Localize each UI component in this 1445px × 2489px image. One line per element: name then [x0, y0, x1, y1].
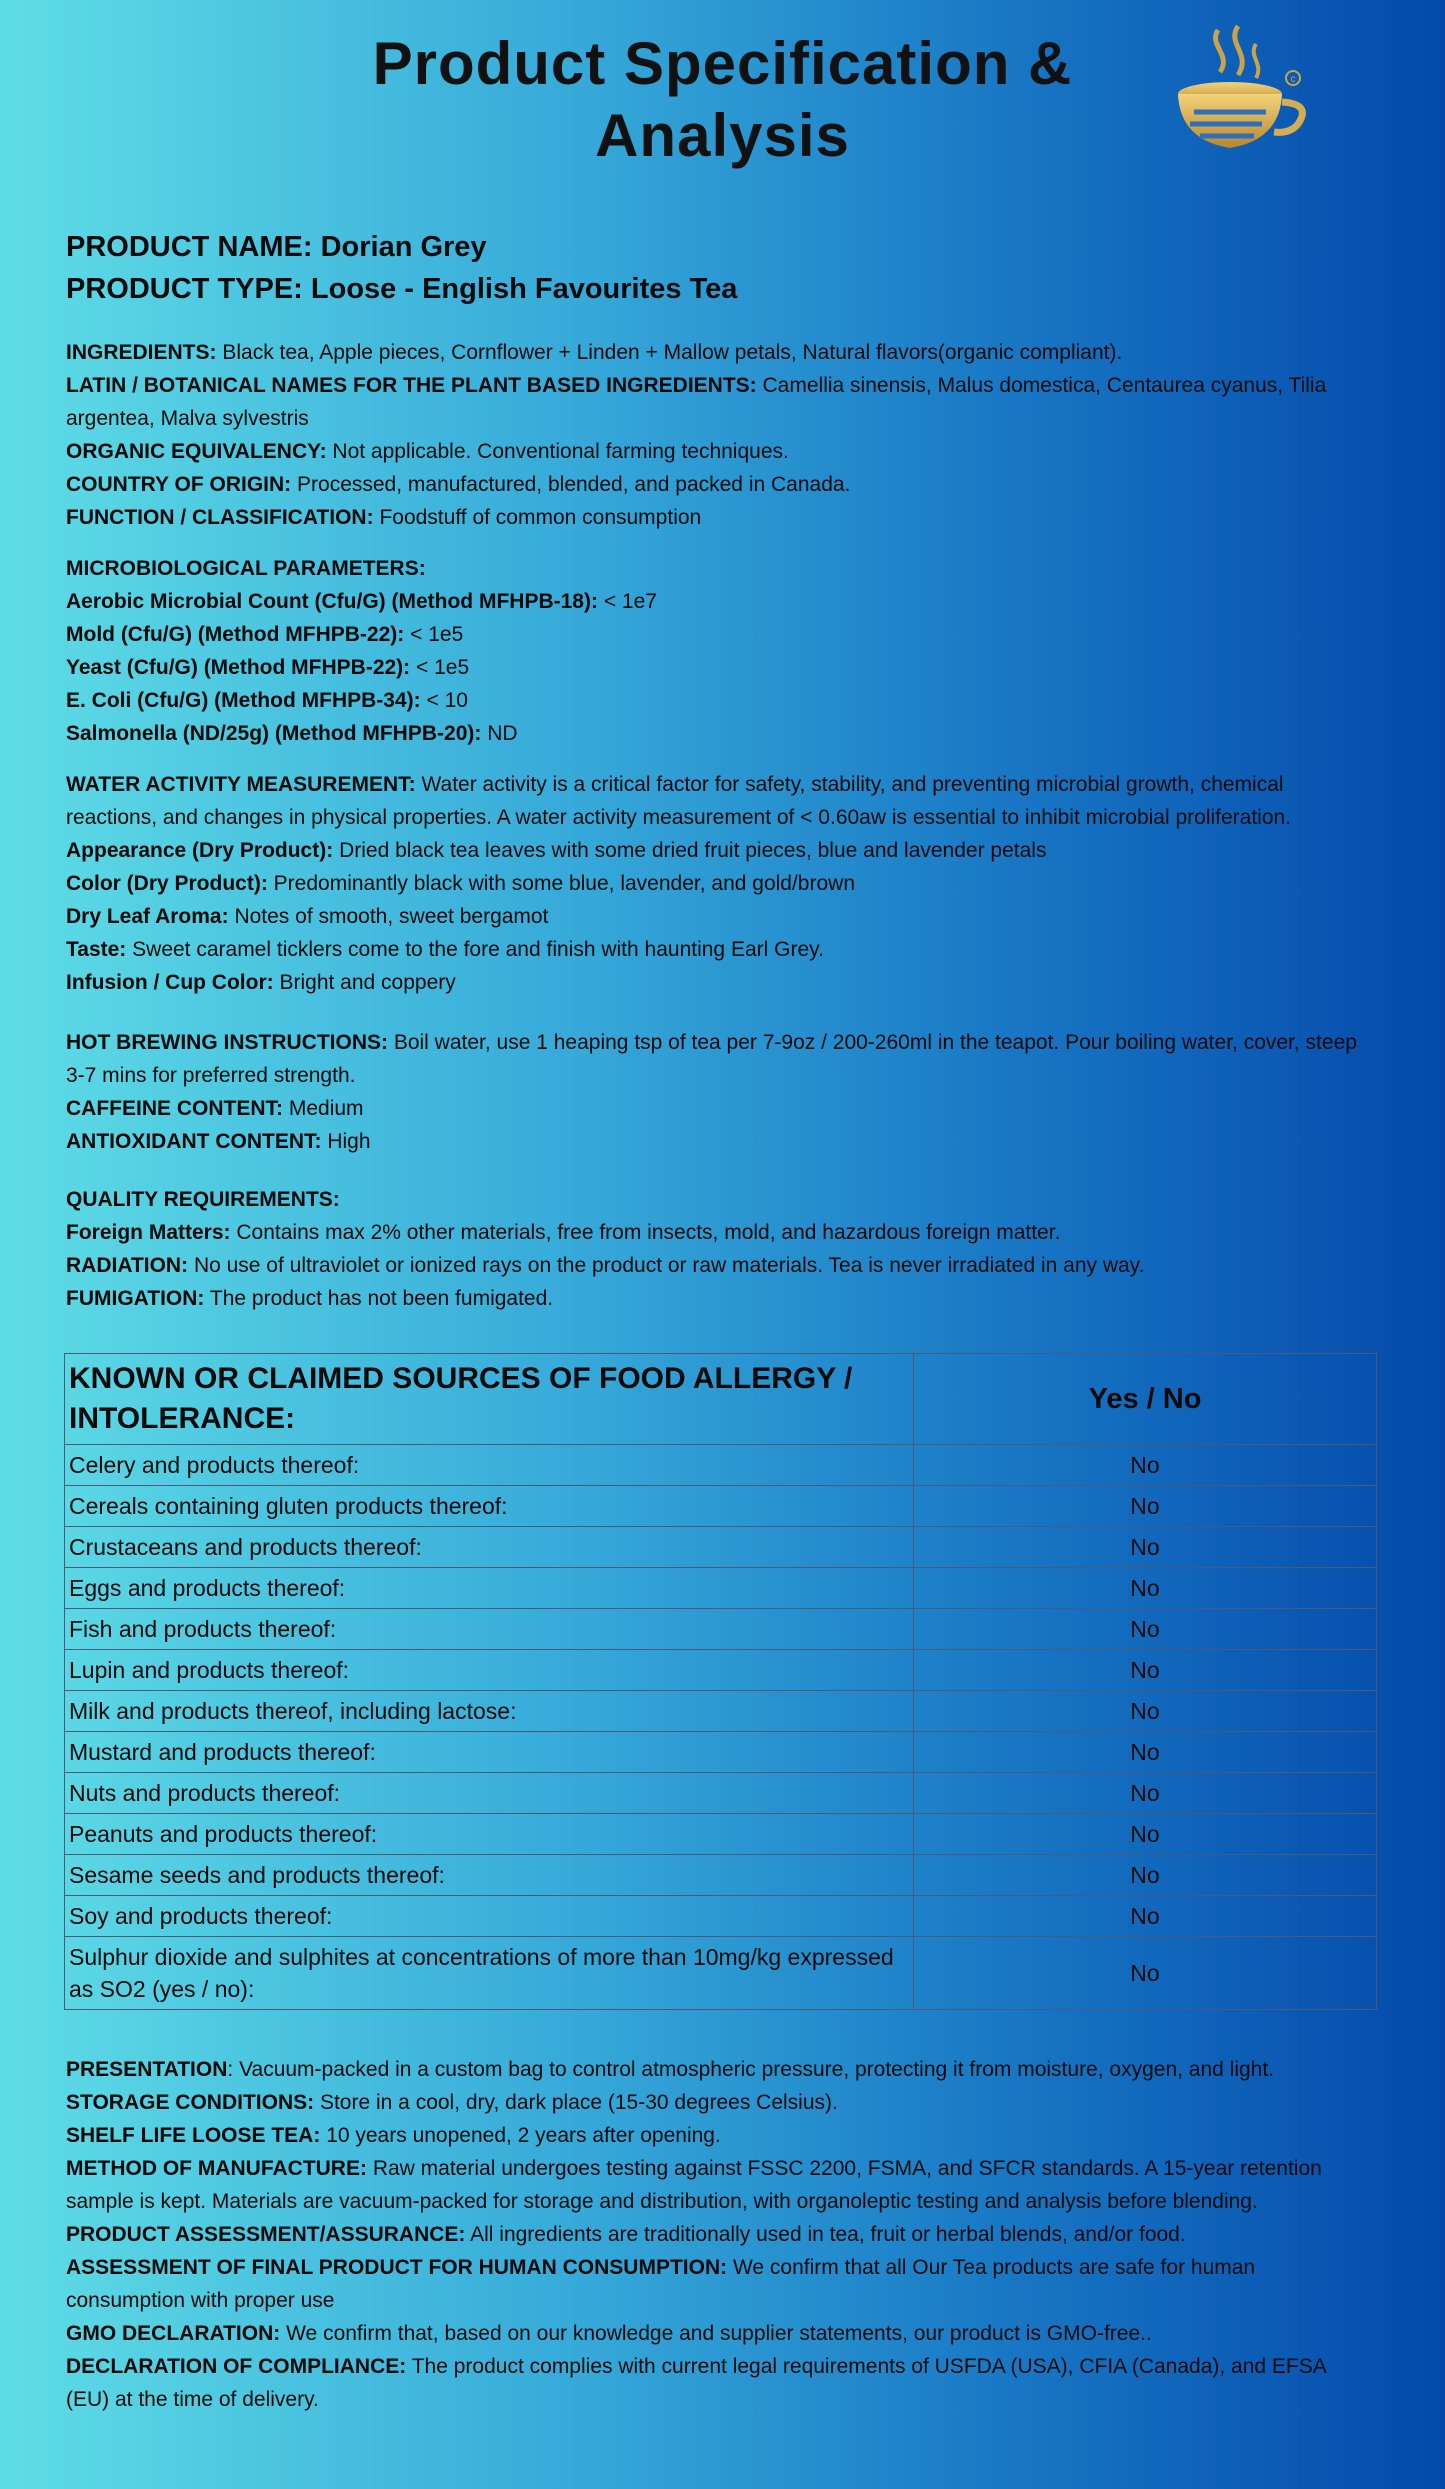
allergen-value: No	[914, 1691, 1377, 1732]
allergen-value: No	[914, 1650, 1377, 1691]
brewing-section	[66, 1026, 1366, 1158]
table-row	[65, 1568, 1377, 1609]
info-label: INGREDIENTS:	[66, 341, 217, 364]
info-text: Notes of smooth, sweet bergamot	[234, 905, 549, 928]
info-text: Foodstuff of common consumption	[379, 506, 702, 529]
info-label: Dry Leaf Aroma:	[66, 905, 229, 928]
info-line	[66, 1092, 1366, 1125]
allergen-name: Nuts and products thereof:	[65, 1773, 914, 1814]
allergen-value: No	[914, 1773, 1377, 1814]
info-label: FUNCTION / CLASSIFICATION:	[66, 506, 374, 529]
product-type-value: Loose - English Favourites Tea	[310, 273, 738, 305]
info-label: STORAGE CONDITIONS:	[66, 2091, 315, 2114]
allergen-value: No	[914, 1609, 1377, 1650]
info-line	[66, 1282, 1366, 1315]
micro-line	[66, 618, 1366, 651]
quality-section	[66, 1183, 1366, 1315]
allergen-name: Fish and products thereof:	[65, 1609, 914, 1650]
micro-line	[66, 684, 1366, 717]
allergen-name: Milk and products thereof, including lactose:	[65, 1691, 914, 1732]
allergy-header-label: KNOWN OR CLAIMED SOURCES OF FOOD ALLERGY / INTOLERANCE:	[65, 1354, 914, 1445]
micro-label: E. Coli (Cfu/G) (Method MFHPB-34):	[66, 689, 421, 712]
table-row	[65, 1609, 1377, 1650]
info-label: PRODUCT ASSESSMENT/ASSURANCE:	[66, 2223, 466, 2246]
info-text: Predominantly black with some blue, lavender, and gold/brown	[273, 872, 856, 895]
allergy-header-yesno: Yes / No	[914, 1354, 1377, 1445]
info-line	[66, 867, 1366, 900]
info-text: Processed, manufactured, blended, and packed in Canada.	[297, 473, 851, 496]
allergen-value: No	[914, 1937, 1377, 2010]
info-label: Color (Dry Product):	[66, 872, 268, 895]
info-text: Sweet caramel ticklers come to the fore and finish with haunting Earl Grey.	[132, 938, 824, 961]
info-text: Water activity is a critical factor for safety, stability, and preventing microbial growth, chemical reactions, and changes in physical properties. A water activity measurement of < 0.60aw is essential to inhibit microbial proliferation.	[66, 773, 1292, 829]
allergen-name: Soy and products thereof:	[65, 1896, 914, 1937]
info-text: We confirm that, based on our knowledge and supplier statements, our product is GMO-free..	[286, 2322, 1152, 2345]
info-label: HOT BREWING INSTRUCTIONS:	[66, 1031, 388, 1054]
info-line	[66, 2251, 1366, 2317]
micro-line	[66, 651, 1366, 684]
info-label: COUNTRY OF ORIGIN:	[66, 473, 292, 496]
info-line	[66, 1026, 1366, 1092]
allergen-name: Mustard and products thereof:	[65, 1732, 914, 1773]
info-text: Bright and coppery	[279, 971, 456, 994]
info-label: WATER ACTIVITY MEASUREMENT:	[66, 773, 416, 796]
teacup-logo-icon	[1150, 20, 1330, 185]
declarations-section	[66, 2053, 1366, 2416]
micro-line	[66, 585, 1366, 618]
info-text: We confirm that all Our Tea products are safe for human consumption with proper use	[66, 2256, 1256, 2312]
info-text: The product complies with current legal requirements of USFDA (USA), CFIA (Canada), and EFSA (EU) at the time of delivery.	[66, 2355, 1326, 2411]
product-heading	[66, 226, 737, 310]
product-type-row	[66, 268, 737, 310]
allergen-value: No	[914, 1486, 1377, 1527]
table-row	[65, 1445, 1377, 1486]
allergen-name: Peanuts and products thereof:	[65, 1814, 914, 1855]
quality-heading: QUALITY REQUIREMENTS:	[66, 1188, 340, 1211]
table-row	[65, 1650, 1377, 1691]
info-label: ASSESSMENT OF FINAL PRODUCT FOR HUMAN CONSUMPTION:	[66, 2256, 728, 2279]
allergen-value: No	[914, 1855, 1377, 1896]
info-label: SHELF LIFE LOOSE TEA:	[66, 2124, 321, 2147]
table-row	[65, 1896, 1377, 1937]
info-label: Taste:	[66, 938, 127, 961]
info-line	[66, 966, 1366, 999]
allergen-value: No	[914, 1568, 1377, 1609]
info-label: Appearance (Dry Product):	[66, 839, 334, 862]
product-type-label: PRODUCT TYPE:	[66, 273, 303, 305]
info-line	[66, 834, 1366, 867]
info-text: Store in a cool, dry, dark place (15-30 degrees Celsius).	[319, 2091, 838, 2114]
allergen-name: Cereals containing gluten products thereof:	[65, 1486, 914, 1527]
info-line	[66, 2086, 1366, 2119]
info-line	[66, 501, 1366, 534]
allergen-value: No	[914, 1527, 1377, 1568]
micro-value: < 10	[426, 689, 468, 712]
allergy-table	[64, 1353, 1377, 2010]
table-row	[65, 1773, 1377, 1814]
info-text: Not applicable. Conventional farming techniques.	[332, 440, 789, 463]
allergen-name: Sulphur dioxide and sulphites at concentrations of more than 10mg/kg expressed as SO2 (yes / no):	[65, 1937, 914, 2010]
info-label: PRESENTATION	[66, 2058, 228, 2081]
info-text: High	[327, 1130, 371, 1153]
brand-logo	[1150, 20, 1330, 185]
info-line	[66, 2218, 1366, 2251]
svg-text:c: c	[1290, 74, 1296, 85]
info-text: Camellia sinensis, Malus domestica, Centaurea cyanus, Tilia argentea, Malva sylvestris	[66, 374, 1327, 430]
product-name-row	[66, 226, 737, 268]
info-line	[66, 369, 1366, 435]
info-label: Foreign Matters:	[66, 1221, 231, 1244]
micro-label: Yeast (Cfu/G) (Method MFHPB-22):	[66, 656, 411, 679]
micro-value: < 1e7	[603, 590, 657, 613]
info-line	[66, 1216, 1366, 1249]
info-line	[66, 2152, 1366, 2218]
product-name-label: PRODUCT NAME:	[66, 231, 313, 263]
table-row	[65, 1937, 1377, 2010]
info-text: No use of ultraviolet or ionized rays on the product or raw materials. Tea is never irradiated in any way.	[193, 1254, 1145, 1277]
allergen-value: No	[914, 1896, 1377, 1937]
info-text: Contains max 2% other materials, free from insects, mold, and hazardous foreign matter.	[236, 1221, 1061, 1244]
info-line	[66, 336, 1366, 369]
sensory-section	[66, 768, 1366, 999]
table-row	[65, 1855, 1377, 1896]
info-line	[66, 468, 1366, 501]
info-line	[66, 2119, 1366, 2152]
table-row	[65, 1691, 1377, 1732]
info-text: Dried black tea leaves with some dried fruit pieces, blue and lavender petals	[339, 839, 1047, 862]
info-label: LATIN / BOTANICAL NAMES FOR THE PLANT BASED INGREDIENTS:	[66, 374, 757, 397]
info-label: GMO DECLARATION:	[66, 2322, 281, 2345]
allergen-name: Celery and products thereof:	[65, 1445, 914, 1486]
general-info-section	[66, 336, 1366, 534]
info-label: FUMIGATION:	[66, 1287, 205, 1310]
info-line	[66, 1249, 1366, 1282]
title-line-1: Product Specification &	[372, 30, 1073, 97]
info-line	[66, 900, 1366, 933]
info-text: Black tea, Apple pieces, Cornflower + Linden + Mallow petals, Natural flavors(organic compliant).	[222, 341, 1123, 364]
table-row	[65, 1732, 1377, 1773]
info-label: CAFFEINE CONTENT:	[66, 1097, 283, 1120]
table-row	[65, 1486, 1377, 1527]
info-line	[66, 2053, 1366, 2086]
info-label: METHOD OF MANUFACTURE:	[66, 2157, 367, 2180]
info-text: The product has not been fumigated.	[209, 1287, 554, 1310]
info-text: Raw material undergoes testing against FSSC 2200, FSMA, and SFCR standards. A 15-year retention sample is kept. Materials are vacuum-packed for storage and distribution, with organoleptic testing and analysis before blending.	[66, 2157, 1322, 2213]
info-line	[66, 1125, 1366, 1158]
info-label: ORGANIC EQUIVALENCY:	[66, 440, 327, 463]
allergen-name: Lupin and products thereof:	[65, 1650, 914, 1691]
info-line	[66, 2317, 1366, 2350]
micro-value: ND	[487, 722, 518, 745]
micro-value: < 1e5	[416, 656, 470, 679]
info-text: Boil water, use 1 heaping tsp of tea per 7-9oz / 200-260ml in the teapot. Pour boiling water, cover, steep 3-7 mins for preferred strength.	[66, 1031, 1357, 1087]
info-line	[66, 768, 1366, 834]
info-line	[66, 2350, 1366, 2416]
allergen-value: No	[914, 1814, 1377, 1855]
product-name-value: Dorian Grey	[320, 231, 487, 263]
table-row	[65, 1814, 1377, 1855]
title-line-2: Analysis	[595, 102, 850, 169]
page-title	[250, 28, 1195, 172]
info-line	[66, 933, 1366, 966]
info-label: RADIATION:	[66, 1254, 189, 1277]
info-text: All ingredients are traditionally used in tea, fruit or herbal blends, and/or food.	[470, 2223, 1186, 2246]
micro-line	[66, 717, 1366, 750]
microbiological-section	[66, 552, 1366, 750]
micro-label: Salmonella (ND/25g) (Method MFHPB-20):	[66, 722, 482, 745]
allergen-value: No	[914, 1445, 1377, 1486]
micro-label: Aerobic Microbial Count (Cfu/G) (Method MFHPB-18):	[66, 590, 598, 613]
table-header-row	[65, 1354, 1377, 1445]
micro-heading: MICROBIOLOGICAL PARAMETERS:	[66, 557, 426, 580]
info-text: : Vacuum-packed in a custom bag to control atmospheric pressure, protecting it from moisture, oxygen, and light.	[227, 2058, 1275, 2081]
micro-label: Mold (Cfu/G) (Method MFHPB-22):	[66, 623, 405, 646]
info-text: Medium	[288, 1097, 364, 1120]
table-row	[65, 1527, 1377, 1568]
info-label: ANTIOXIDANT CONTENT:	[66, 1130, 322, 1153]
micro-value: < 1e5	[410, 623, 464, 646]
info-line	[66, 435, 1366, 468]
allergen-name: Eggs and products thereof:	[65, 1568, 914, 1609]
info-label: Infusion / Cup Color:	[66, 971, 274, 994]
allergen-name: Crustaceans and products thereof:	[65, 1527, 914, 1568]
info-label: DECLARATION OF COMPLIANCE:	[66, 2355, 407, 2378]
info-text: 10 years unopened, 2 years after opening.	[326, 2124, 721, 2147]
allergen-value: No	[914, 1732, 1377, 1773]
allergen-name: Sesame seeds and products thereof:	[65, 1855, 914, 1896]
